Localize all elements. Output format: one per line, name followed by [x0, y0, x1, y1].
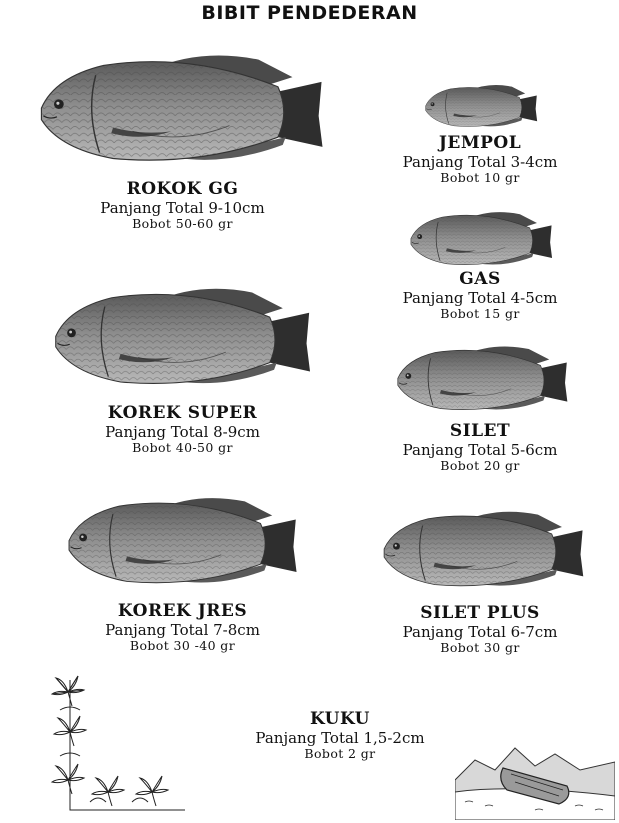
page-title: BIBIT PENDEDERAN [201, 2, 418, 24]
fish-length: Panjang Total 1,5-2cm [255, 728, 425, 747]
fish-weight: Bobot 20 gr [440, 457, 520, 473]
fish-length: Panjang Total 5-6cm [402, 440, 558, 459]
fish-image-silet-plus [380, 506, 586, 596]
fish-length: Panjang Total 7-8cm [105, 620, 260, 639]
fish-length: Panjang Total 6-7cm [402, 622, 558, 641]
fish-name: SILET [449, 421, 511, 441]
fish-image-silet [394, 342, 570, 418]
fish-name: KUKU [310, 709, 370, 729]
fish-caption-gas [380, 270, 580, 321]
fish-image-rokok-gg [35, 48, 327, 174]
lily-corner-decoration [40, 670, 190, 820]
fish-name: KOREK JRES [117, 601, 248, 621]
fish-name: SILET PLUS [420, 603, 540, 623]
fish-weight: Bobot 30 gr [440, 639, 520, 655]
fish-image-korek-jres [64, 492, 300, 594]
fish-name: KOREK SUPER [107, 403, 258, 423]
fish-caption-rokok-gg [60, 180, 305, 231]
fish-weight: Bobot 30 -40 gr [129, 637, 236, 653]
fish-weight: Bobot 40-50 gr [132, 439, 233, 455]
fish-weight: Bobot 15 gr [440, 305, 520, 321]
fish-weight: Bobot 10 gr [440, 169, 520, 185]
fish-caption-jempol [380, 134, 580, 185]
fish-image-jempol [422, 82, 540, 132]
boat-illustration [455, 740, 615, 820]
fish-name: GAS [459, 269, 501, 289]
fish-caption-silet [380, 422, 580, 473]
fish-image-gas [408, 208, 554, 272]
fish-caption-silet-plus [380, 604, 580, 655]
fish-name: JEMPOL [438, 133, 522, 153]
fish-length: Panjang Total 9-10cm [100, 198, 265, 217]
fish-weight: Bobot 50-60 gr [132, 215, 233, 231]
fish-length: Panjang Total 4-5cm [402, 288, 558, 307]
fish-caption-korek-jres [60, 602, 305, 653]
fish-image-korek-super [50, 282, 314, 396]
fish-name: ROKOK GG [126, 179, 239, 199]
fish-length: Panjang Total 8-9cm [105, 422, 260, 441]
fish-length: Panjang Total 3-4cm [402, 152, 558, 171]
fish-caption-kuku [230, 710, 450, 761]
fish-weight: Bobot 2 gr [304, 745, 376, 761]
fish-caption-korek-super [60, 404, 305, 455]
